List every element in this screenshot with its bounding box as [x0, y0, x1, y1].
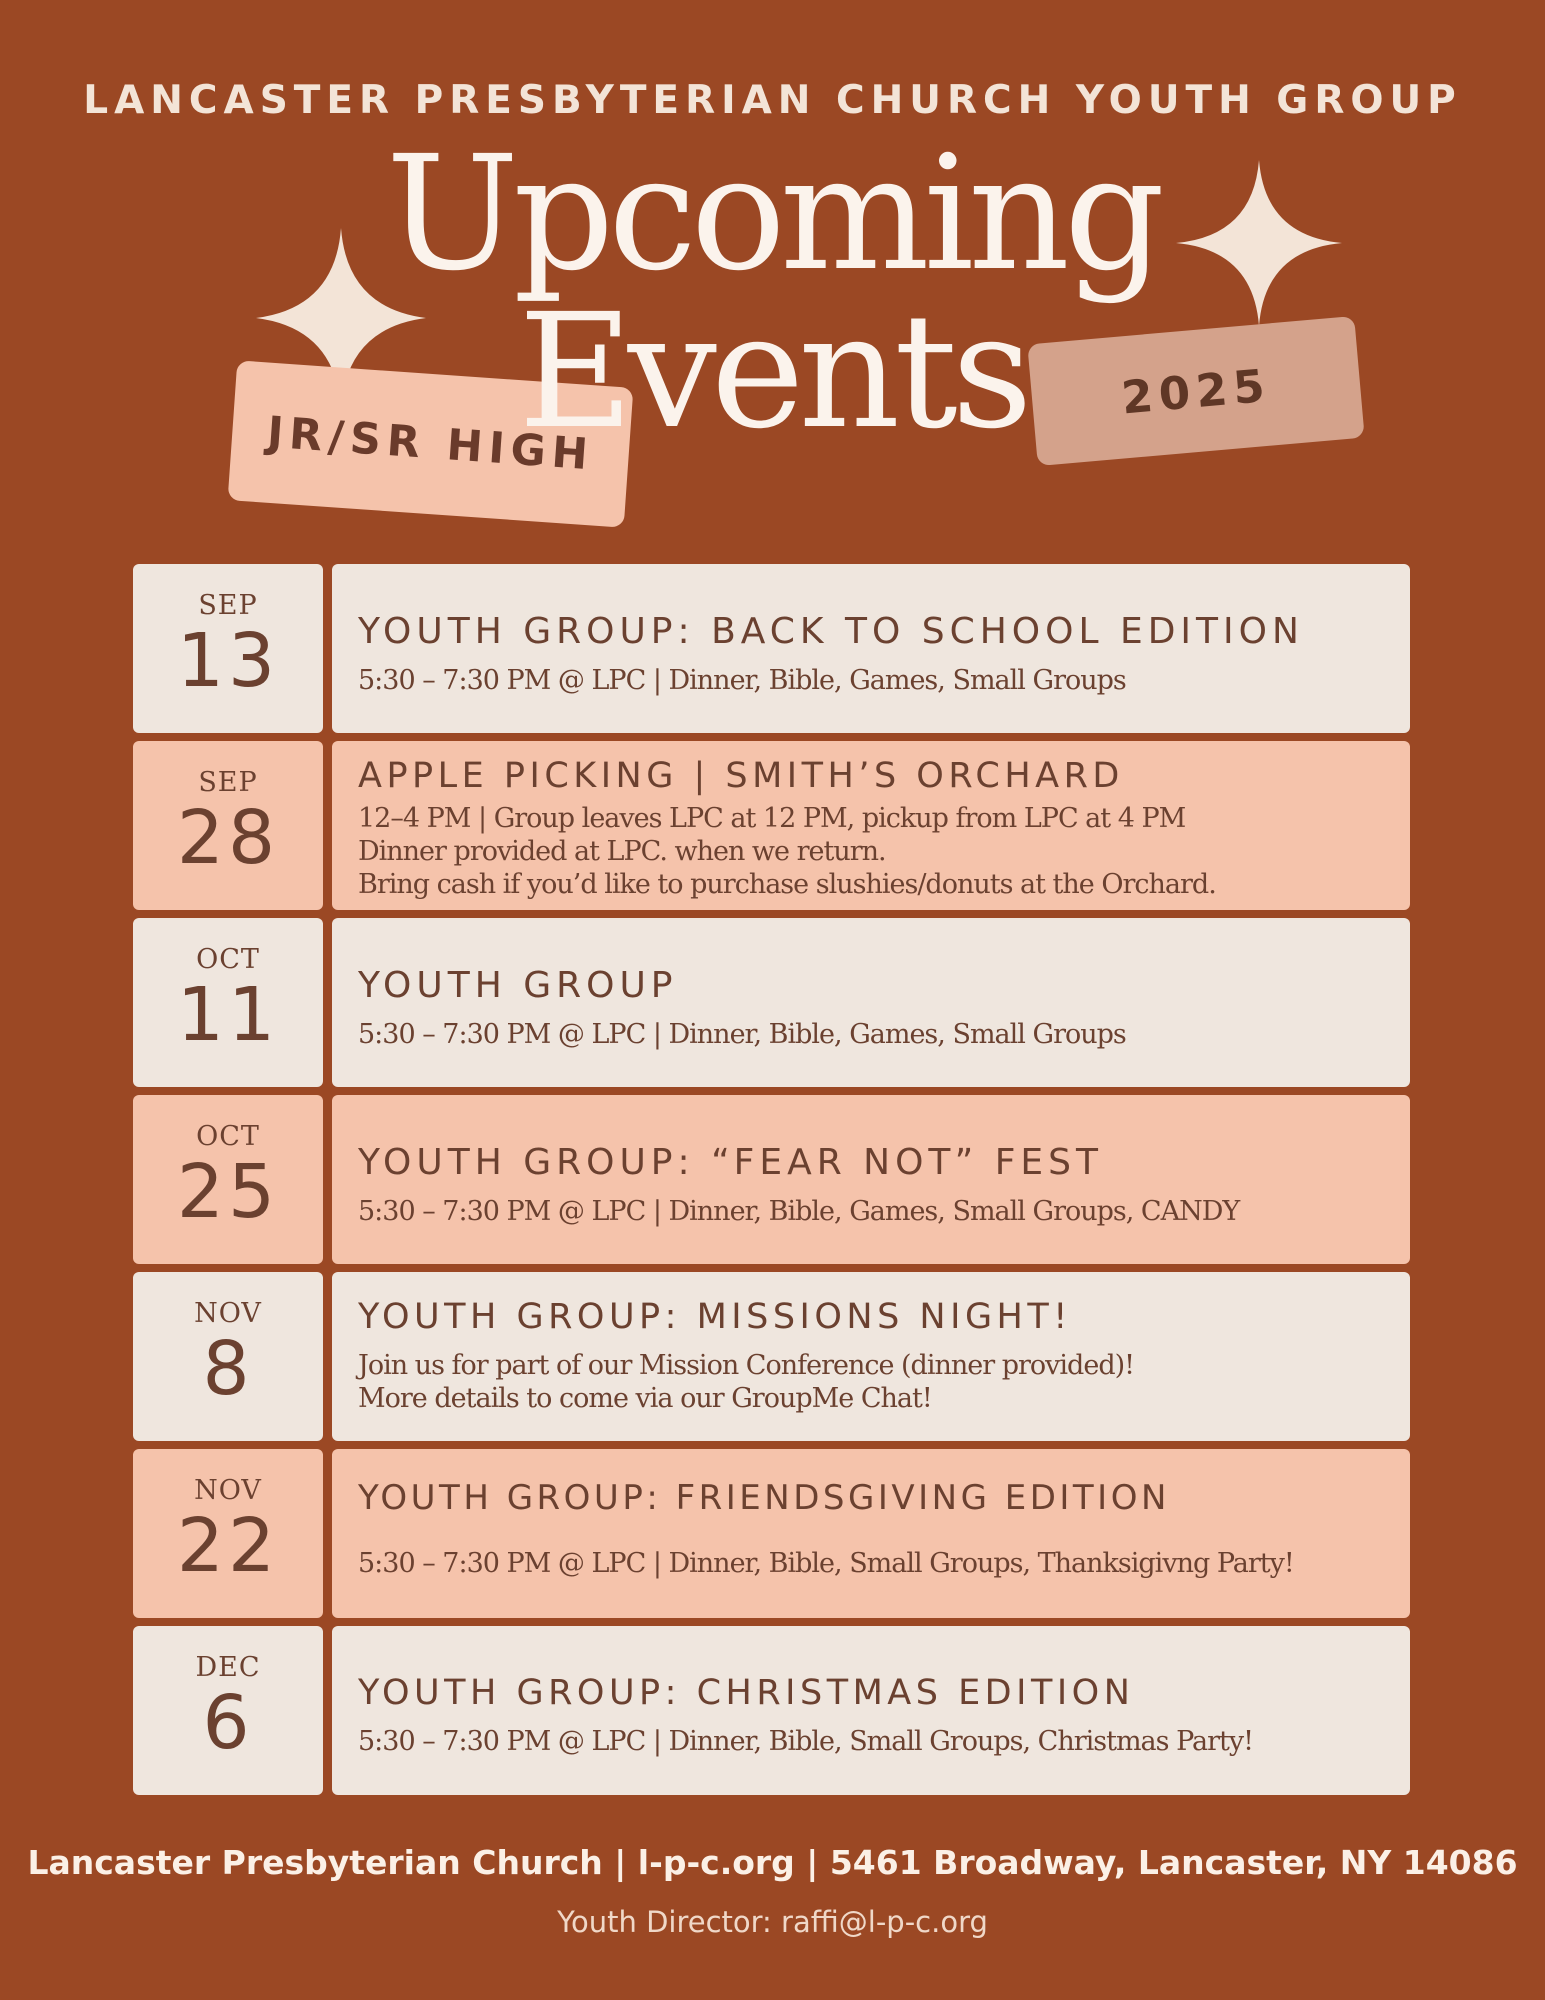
event-detail-line: 5:30 – 7:30 PM @ LPC | Dinner, Bible, Small Groups, Thanksigivng Party! — [358, 1548, 1294, 1579]
event-month: NOV — [194, 1475, 262, 1506]
event-day: 22 — [176, 1503, 280, 1589]
event-month: OCT — [196, 1121, 260, 1152]
event-detail-line: More details to come via our GroupMe Chat! — [358, 1383, 932, 1414]
event-title: APPLE PICKING | SMITH’S ORCHARD — [358, 756, 1124, 796]
page-title-line-1: Upcoming — [385, 122, 1160, 306]
page-title-line-2: Events — [518, 280, 1027, 464]
event-title: YOUTH GROUP: BACK TO SCHOOL EDITION — [358, 611, 1304, 652]
event-details — [358, 802, 1398, 901]
event-month: SEP — [198, 767, 258, 798]
event-info — [332, 1626, 1410, 1795]
event-details — [358, 1195, 1398, 1228]
event-details — [358, 1547, 1398, 1580]
event-details — [358, 1018, 1398, 1051]
footer-youth-director: Youth Director: raffi@l-p-c.org — [557, 1905, 988, 1939]
event-row — [133, 1626, 1410, 1795]
tag-year-label: 2025 — [1119, 358, 1273, 424]
event-detail-line: Dinner provided at LPC. when we return. — [358, 836, 886, 867]
event-month: DEC — [195, 1652, 261, 1683]
event-day: 28 — [176, 795, 280, 881]
event-day: 6 — [202, 1680, 254, 1766]
event-row — [133, 564, 1410, 733]
tag-level-label: JR/SR HIGH — [265, 407, 596, 481]
event-detail-line: 5:30 – 7:30 PM @ LPC | Dinner, Bible, Games, Small Groups — [358, 665, 1126, 696]
footer-contact: Lancaster Presbyterian Church | l-p-c.org | 5461 Broadway, Lancaster, NY 14086 — [27, 1843, 1518, 1882]
event-row — [133, 741, 1410, 910]
event-title: YOUTH GROUP: CHRISTMAS EDITION — [358, 1673, 1135, 1713]
event-row — [133, 1095, 1410, 1264]
event-info — [332, 741, 1410, 910]
event-row — [133, 1272, 1410, 1441]
event-date — [133, 1272, 323, 1441]
event-date — [133, 1626, 323, 1795]
event-day: 13 — [176, 618, 280, 704]
event-date — [133, 564, 323, 733]
event-title: YOUTH GROUP: FRIENDSGIVING EDITION — [358, 1478, 1170, 1518]
event-detail-line: 5:30 – 7:30 PM @ LPC | Dinner, Bible, Small Groups, Christmas Party! — [358, 1726, 1254, 1757]
event-info — [332, 1272, 1410, 1441]
event-month: OCT — [196, 944, 260, 975]
event-details — [358, 1349, 1398, 1415]
event-title: YOUTH GROUP — [358, 965, 678, 1006]
event-day: 11 — [176, 972, 280, 1058]
event-date — [133, 741, 323, 910]
event-info — [332, 1449, 1410, 1618]
event-row — [133, 1449, 1410, 1618]
events-list — [133, 564, 1410, 1803]
event-day: 8 — [202, 1326, 254, 1412]
event-detail-line: 5:30 – 7:30 PM @ LPC | Dinner, Bible, Games, Small Groups, CANDY — [358, 1196, 1240, 1227]
event-details — [358, 1725, 1398, 1758]
event-month: SEP — [198, 590, 258, 621]
event-info — [332, 918, 1410, 1087]
event-date — [133, 1449, 323, 1618]
event-info — [332, 1095, 1410, 1264]
event-date — [133, 1095, 323, 1264]
event-title: YOUTH GROUP: MISSIONS NIGHT! — [358, 1297, 1072, 1337]
event-detail-line: 5:30 – 7:30 PM @ LPC | Dinner, Bible, Games, Small Groups — [358, 1019, 1126, 1050]
event-month: NOV — [194, 1298, 262, 1329]
event-row — [133, 918, 1410, 1087]
event-date — [133, 918, 323, 1087]
event-title: YOUTH GROUP: “FEAR NOT” FEST — [358, 1142, 1104, 1183]
event-details — [358, 664, 1398, 697]
event-day: 25 — [176, 1149, 280, 1235]
event-detail-line: 12–4 PM | Group leaves LPC at 12 PM, pickup from LPC at 4 PM — [358, 803, 1186, 834]
org-name: LANCASTER PRESBYTERIAN CHURCH YOUTH GROUP — [83, 78, 1462, 123]
event-detail-line: Bring cash if you’d like to purchase slushies/donuts at the Orchard. — [358, 869, 1216, 900]
event-info — [332, 564, 1410, 733]
event-detail-line: Join us for part of our Mission Conference (dinner provided)! — [358, 1350, 1134, 1381]
